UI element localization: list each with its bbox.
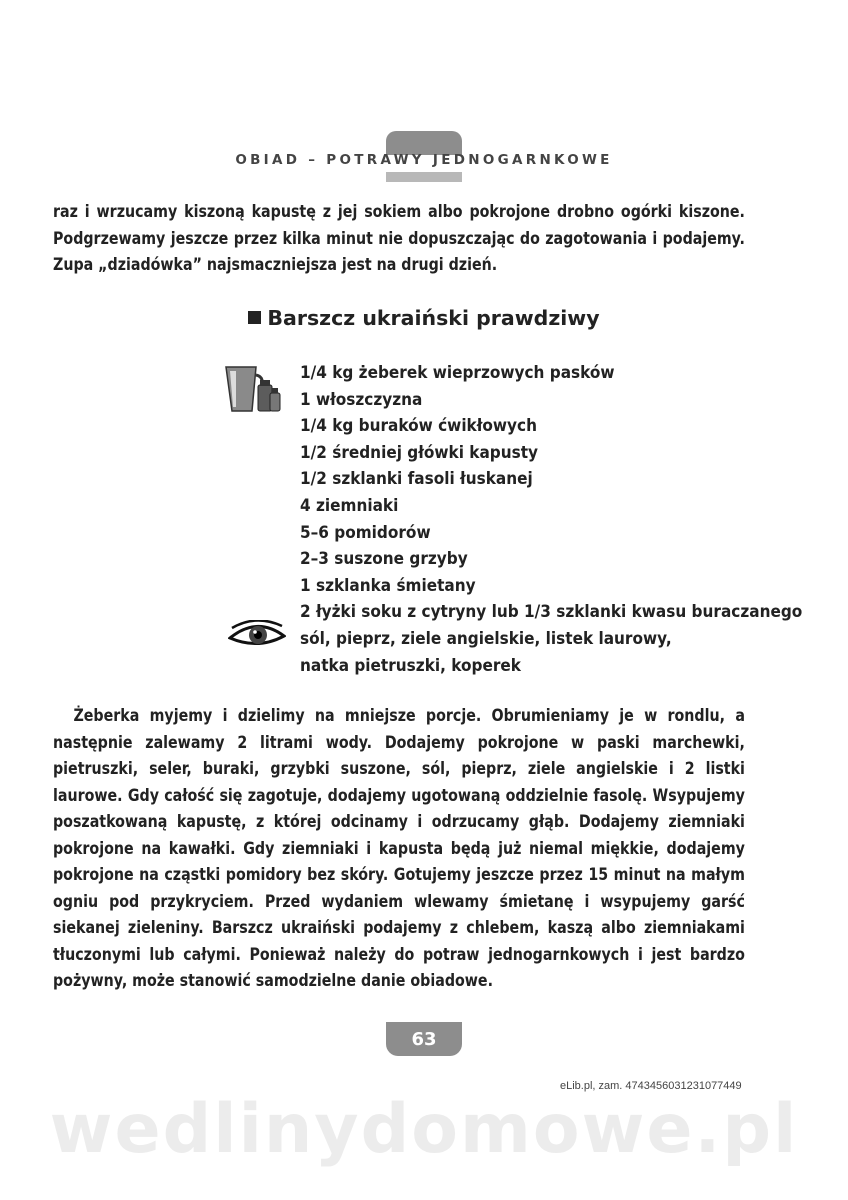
- ingredient-item: 1/2 średniej główki kapusty: [300, 442, 539, 463]
- ingredient-item: 4 ziemniaki: [300, 495, 399, 516]
- page-number: 63: [386, 1022, 462, 1056]
- license-note: eLib.pl, zam. 4743456031231077449: [560, 1080, 742, 1092]
- ingredient-item: 2 łyżki soku z cytryny lub 1/3 szklanki kwasu buraczanego: [300, 602, 803, 623]
- ingredient-item: 1 szklanka śmietany: [300, 575, 476, 596]
- running-header: OBIAD – POTRAWY JEDNOGARNKOWE: [235, 152, 613, 168]
- ingredient-item: 1 włoszczyzna: [300, 389, 423, 410]
- ingredient-item: 1/4 kg buraków ćwikłowych: [300, 416, 537, 437]
- recipe-title-text: Barszcz ukraiński prawdziwy: [267, 306, 600, 330]
- instructions-paragraph: Żeberka myjemy i dzielimy na mniejsze porcje. Obrumieniamy je w rondlu, a następnie zalewamy 2 litrami wody. Dodajemy pokrojone w paski marchewki, pietruszki, seler, buraki, grzybki suszone, sól, pieprz, ziele angielskie i 2 listki laurowe. Gdy całość się zagotuje, dodajemy ugotowaną oddzielnie fasolę. Wsypujemy poszatkowaną kapustę, z której odcinamy i odrzucamy głąb. Dodajemy ziemniaki pokrojone na kawałki. Gdy ziemniaki i kapusta będą już niemal miękkie, dodajemy pokrojone na cząstki pomidory bez skóry. Gotujemy jeszcze przez 15 minut na małym ogniu pod przykryciem. Przed wydaniem wlewamy śmietanę i wsypujemy garść siekanej zieleniny. Barszcz ukraiński podajemy z chlebem, kaszą albo ziemniakami tłuczonymi lub całymi. Ponieważ należy do potraw jednogarnkowych i jest bardzo pożywny, może stanowić samodzielne danie obiadowe.: [53, 706, 745, 991]
- ingredient-item: natka pietruszki, koperek: [300, 655, 521, 676]
- watermark: wedlinydomowe.pl: [49, 1090, 799, 1169]
- ingredient-item: 1/4 kg żeberek wieprzowych pasków: [300, 363, 615, 383]
- eye-icon: [228, 620, 286, 652]
- pot-and-jars-icon: [222, 363, 282, 415]
- square-bullet-icon: [248, 311, 261, 324]
- ingredient-item: 1/2 szklanki fasoli łuskanej: [300, 469, 533, 490]
- header-underline: [386, 172, 462, 182]
- ingredient-item: 5–6 pomidorów: [300, 522, 431, 543]
- recipe-title: [0, 306, 848, 330]
- ingredient-item: 2–3 suszone grzyby: [300, 549, 468, 570]
- ingredients-list: [300, 360, 848, 679]
- ingredient-item: sól, pieprz, ziele angielskie, listek laurowy,: [300, 628, 672, 649]
- intro-paragraph: raz i wrzucamy kiszoną kapustę z jej sokiem albo pokrojone drobno ogórki kiszone. Podgrzewamy jeszcze przez kilka minut nie dopuszczając do zagotowania i podajemy. Zupa „dziadówka” najsmaczniejsza jest na drugi dzień.: [53, 202, 745, 275]
